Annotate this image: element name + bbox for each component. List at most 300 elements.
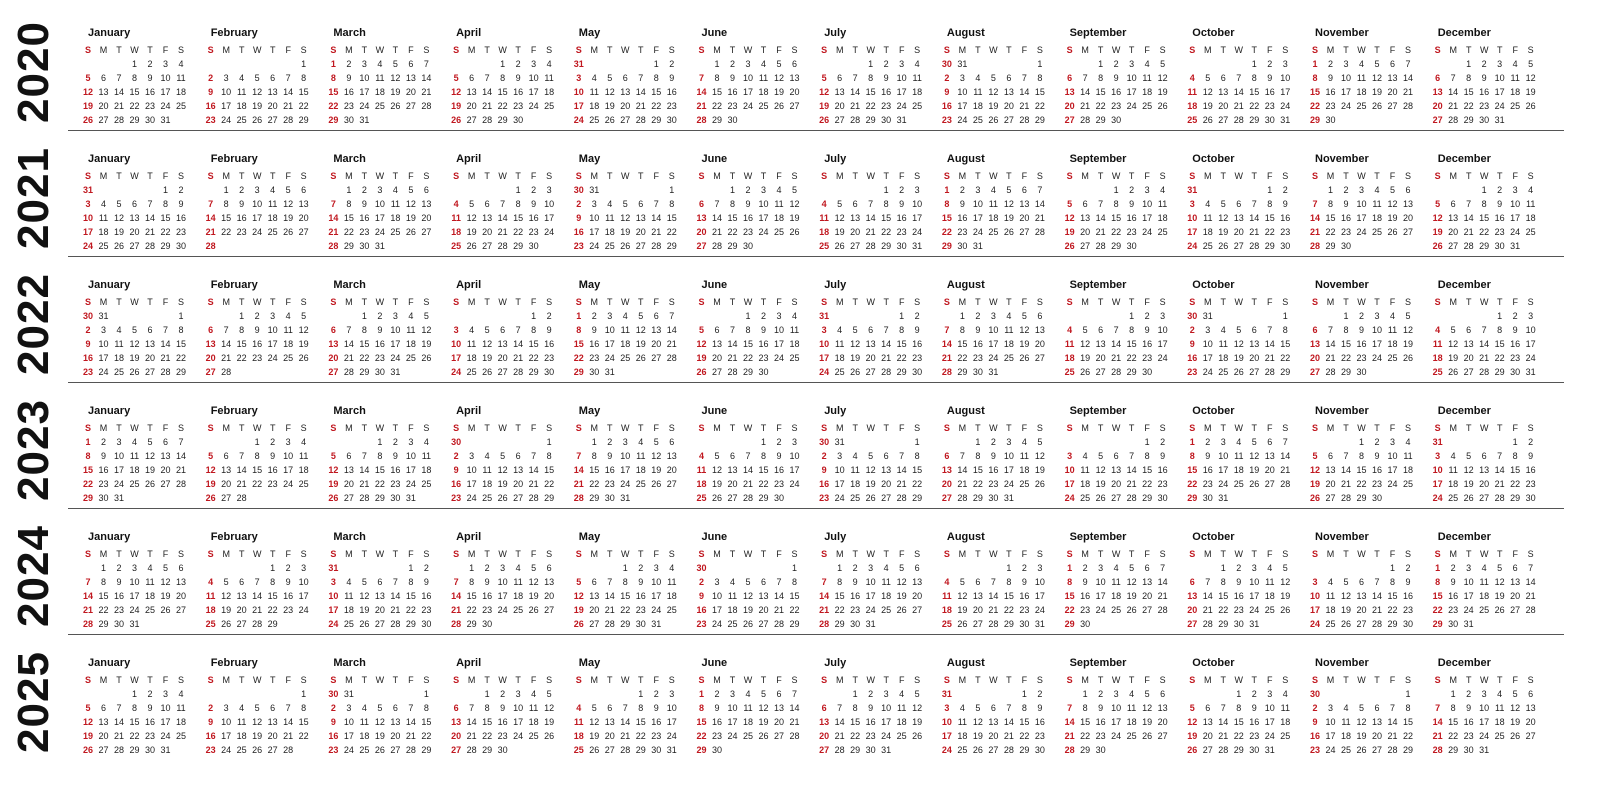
- year-label: [2, 12, 66, 132]
- day-cell: 23: [1525, 479, 1536, 489]
- day-cell: 23: [1479, 101, 1490, 111]
- day-cell: 3: [85, 199, 91, 209]
- day-cell: 9: [1497, 199, 1503, 209]
- day-cell: 3: [301, 563, 307, 573]
- weekday-header: W: [743, 423, 753, 433]
- day-cell: 10: [972, 199, 983, 209]
- weekday-header: F: [162, 297, 169, 307]
- weekday-header: W: [866, 423, 875, 433]
- day-cell: 14: [1095, 213, 1106, 223]
- month-name: June: [701, 153, 728, 165]
- day-cell: 17: [328, 605, 339, 615]
- day-cell: 6: [914, 563, 920, 573]
- day-cell: 5: [1160, 59, 1166, 69]
- weekday-header: T: [638, 549, 644, 559]
- day-cell: 20: [1064, 101, 1075, 111]
- day-cell: 1: [515, 185, 521, 195]
- day-cell: 1: [239, 311, 245, 321]
- day-cell: 27: [1218, 115, 1229, 125]
- month-june: [692, 512, 814, 640]
- day-cell: 19: [1034, 465, 1045, 475]
- day-cell: 6: [1481, 451, 1487, 461]
- day-cell: 12: [834, 213, 845, 223]
- day-cell: 18: [144, 591, 155, 601]
- year-text: 2023: [9, 399, 58, 501]
- weekday-header: S: [177, 549, 184, 559]
- day-cell: 27: [1157, 731, 1168, 741]
- day-cell: 16: [1157, 465, 1168, 475]
- day-cell: 30: [727, 115, 738, 125]
- weekday-header: F: [1144, 171, 1150, 181]
- day-cell: 4: [116, 325, 122, 335]
- day-cell: 6: [346, 451, 352, 461]
- day-cell: 28: [1019, 115, 1030, 125]
- month-name: September: [1069, 405, 1127, 417]
- day-cell: 4: [776, 185, 782, 195]
- day-cell: 24: [405, 479, 416, 489]
- day-cell: 22: [1080, 731, 1091, 741]
- day-cell: 16: [1356, 339, 1367, 349]
- day-cell: 10: [221, 87, 232, 97]
- weekday-header: F: [1389, 549, 1396, 559]
- day-cell: 18: [359, 731, 370, 741]
- day-cell: 23: [819, 493, 830, 503]
- day-cell: 31: [1202, 311, 1213, 321]
- day-cell: 18: [957, 731, 968, 741]
- day-cell: 20: [98, 731, 109, 741]
- day-cell: 4: [914, 59, 920, 69]
- day-cell: 22: [466, 605, 477, 615]
- day-cell: 29: [1356, 493, 1367, 503]
- day-cell: 14: [343, 339, 354, 349]
- day-cell: 15: [1402, 717, 1413, 727]
- day-cell: 5: [1389, 185, 1395, 195]
- weekday-header: S: [546, 549, 553, 559]
- day-cell: 31: [834, 437, 845, 447]
- weekday-header: T: [1251, 549, 1258, 559]
- day-cell: 5: [1037, 437, 1043, 447]
- day-cell: 4: [1113, 563, 1119, 573]
- day-cell: 22: [727, 227, 738, 237]
- day-cell: 1: [837, 563, 843, 573]
- day-cell: 5: [975, 703, 981, 713]
- day-cell: 8: [1405, 703, 1411, 713]
- day-cell: 30: [82, 311, 93, 321]
- day-cell: 22: [421, 731, 432, 741]
- day-cell: 15: [1432, 591, 1443, 601]
- day-cell: 30: [1080, 619, 1091, 629]
- day-cell: 7: [423, 59, 429, 69]
- day-cell: 6: [270, 703, 276, 713]
- day-cell: 19: [482, 353, 493, 363]
- day-cell: 26: [1019, 353, 1030, 363]
- day-cell: 22: [497, 101, 508, 111]
- weekday-header: W: [1479, 297, 1489, 307]
- day-cell: 12: [283, 199, 294, 209]
- day-cell: 7: [469, 703, 475, 713]
- day-cell: 9: [147, 703, 153, 713]
- day-cell: 29: [544, 493, 555, 503]
- weekday-header: T: [1097, 171, 1104, 181]
- weekday-header: W: [989, 297, 998, 307]
- weekday-header: T: [1220, 549, 1227, 559]
- day-cell: 23: [1157, 479, 1168, 489]
- day-cell: 14: [1019, 87, 1030, 97]
- day-cell: 7: [1497, 451, 1503, 461]
- day-cell: 24: [573, 115, 584, 125]
- day-cell: 26: [635, 353, 646, 363]
- day-cell: 4: [346, 577, 352, 587]
- weekday-header: W: [1357, 423, 1366, 433]
- day-cell: 11: [1187, 87, 1198, 97]
- day-cell: 20: [1202, 731, 1213, 741]
- day-cell: 2: [1205, 437, 1211, 447]
- day-cell: 17: [834, 479, 845, 489]
- day-cell: 23: [972, 353, 983, 363]
- day-cell: 23: [589, 353, 600, 363]
- day-cell: 18: [742, 717, 753, 727]
- day-cell: 2: [776, 437, 782, 447]
- day-cell: 23: [359, 227, 370, 237]
- weekday-header: S: [330, 297, 337, 307]
- day-cell: 30: [451, 437, 462, 447]
- day-cell: 2: [1497, 185, 1503, 195]
- day-cell: 25: [513, 605, 524, 615]
- day-cell: 5: [1251, 437, 1257, 447]
- day-cell: 9: [714, 703, 720, 713]
- day-cell: 24: [160, 731, 171, 741]
- day-cell: 23: [711, 731, 722, 741]
- year-separator: [68, 256, 1564, 257]
- month-name: September: [1069, 153, 1127, 165]
- day-cell: 14: [283, 87, 294, 97]
- day-cell: 19: [1202, 101, 1213, 111]
- weekday-header: W: [621, 45, 630, 55]
- day-cell: 31: [1249, 619, 1260, 629]
- day-cell: 15: [1019, 717, 1030, 727]
- day-cell: 15: [343, 213, 354, 223]
- day-cell: 2: [1189, 325, 1195, 335]
- day-cell: 3: [669, 689, 675, 699]
- day-cell: 9: [959, 199, 965, 209]
- day-cell: 16: [850, 591, 861, 601]
- weekday-header: S: [1404, 45, 1411, 55]
- weekday-header: M: [835, 45, 844, 55]
- weekday-header: W: [1234, 549, 1244, 559]
- day-cell: 7: [1113, 325, 1119, 335]
- day-cell: 14: [113, 717, 124, 727]
- day-cell: 20: [1111, 479, 1122, 489]
- day-cell: 14: [421, 73, 432, 83]
- day-cell: 24: [359, 101, 370, 111]
- day-cell: 9: [346, 73, 352, 83]
- day-cell: 24: [834, 493, 845, 503]
- weekday-header: M: [345, 45, 353, 55]
- day-cell: 16: [1525, 465, 1536, 475]
- day-cell: 11: [451, 213, 461, 223]
- day-cell: 27: [466, 115, 477, 125]
- day-cell: 11: [421, 451, 432, 461]
- day-cell: 3: [1343, 59, 1349, 69]
- day-cell: 13: [328, 339, 339, 349]
- weekday-header: S: [453, 45, 460, 55]
- day-cell: 7: [1450, 73, 1456, 83]
- weekday-header: F: [1144, 297, 1150, 307]
- day-cell: 2: [975, 311, 981, 321]
- day-cell: 2: [1327, 59, 1333, 69]
- day-cell: 25: [390, 227, 401, 237]
- day-cell: 6: [1251, 325, 1257, 335]
- day-cell: 3: [1220, 437, 1226, 447]
- day-cell: 2: [1144, 311, 1150, 321]
- day-cell: 5: [1528, 59, 1534, 69]
- day-cell: 20: [482, 227, 493, 237]
- day-cell: 5: [1082, 325, 1088, 335]
- day-cell: 8: [1113, 199, 1119, 209]
- day-cell: 13: [1142, 577, 1153, 587]
- day-cell: 30: [544, 367, 555, 377]
- day-cell: 3: [1006, 437, 1012, 447]
- day-cell: 3: [330, 577, 336, 587]
- day-cell: 5: [301, 311, 307, 321]
- day-cell: 29: [1111, 241, 1122, 251]
- weekday-header: S: [1036, 423, 1043, 433]
- day-cell: 17: [1202, 353, 1213, 363]
- day-cell: 26: [1494, 605, 1505, 615]
- day-cell: 16: [1463, 717, 1474, 727]
- day-cell: 14: [819, 591, 830, 601]
- day-cell: 23: [544, 353, 555, 363]
- day-cell: 8: [914, 451, 920, 461]
- day-cell: 10: [252, 199, 263, 209]
- day-cell: 16: [1233, 591, 1244, 601]
- month-september: [1060, 638, 1182, 766]
- month-name: August: [946, 279, 985, 291]
- day-cell: 7: [330, 199, 336, 209]
- day-cell: 13: [1249, 339, 1260, 349]
- day-cell: 18: [896, 717, 907, 727]
- day-cell: 31: [819, 311, 830, 321]
- day-cell: 25: [343, 619, 354, 629]
- day-cell: 5: [1282, 563, 1288, 573]
- day-cell: 23: [1402, 605, 1413, 615]
- day-cell: 18: [1510, 87, 1521, 97]
- weekday-header: F: [1512, 171, 1518, 181]
- day-cell: 15: [98, 591, 109, 601]
- day-cell: 18: [1111, 591, 1122, 601]
- day-cell: 25: [1233, 479, 1244, 489]
- day-cell: 20: [1233, 227, 1244, 237]
- weekday-header: W: [621, 171, 630, 181]
- day-cell: 5: [698, 325, 704, 335]
- month-october: [1182, 512, 1304, 640]
- day-cell: 27: [1233, 241, 1244, 251]
- day-cell: 8: [1067, 577, 1073, 587]
- day-cell: 12: [1371, 73, 1382, 83]
- day-cell: 14: [1218, 717, 1229, 727]
- day-cell: 4: [453, 199, 459, 209]
- day-cell: 19: [1525, 87, 1536, 97]
- day-cell: 3: [1098, 563, 1104, 573]
- weekday-header: S: [84, 549, 91, 559]
- day-cell: 7: [776, 577, 782, 587]
- day-cell: 7: [669, 311, 675, 321]
- weekday-header: T: [852, 675, 858, 685]
- day-cell: 14: [1126, 465, 1137, 475]
- day-cell: 14: [513, 339, 524, 349]
- day-cell: 25: [1080, 493, 1091, 503]
- day-cell: 1: [131, 689, 137, 699]
- day-cell: 14: [651, 213, 662, 223]
- day-cell: 23: [1187, 367, 1198, 377]
- day-cell: 8: [1021, 703, 1027, 713]
- day-cell: 6: [1113, 451, 1119, 461]
- day-cell: 28: [742, 493, 753, 503]
- day-cell: 18: [1218, 353, 1229, 363]
- day-cell: 4: [1006, 311, 1012, 321]
- day-cell: 24: [1111, 731, 1122, 741]
- day-cell: 23: [1111, 101, 1122, 111]
- day-cell: 30: [1525, 493, 1536, 503]
- weekday-header: M: [1081, 549, 1089, 559]
- day-cell: 15: [742, 339, 753, 349]
- day-cell: 21: [1264, 353, 1275, 363]
- day-cell: 11: [1341, 717, 1351, 727]
- weekday-header: S: [1159, 675, 1166, 685]
- day-cell: 9: [1082, 577, 1088, 587]
- day-cell: 28: [1264, 367, 1275, 377]
- day-cell: 13: [865, 339, 876, 349]
- day-cell: 6: [1327, 451, 1333, 461]
- day-cell: 13: [819, 717, 830, 727]
- weekday-header: M: [99, 297, 108, 307]
- day-cell: 4: [377, 59, 383, 69]
- day-cell: 9: [270, 451, 276, 461]
- weekday-header: M: [1449, 549, 1457, 559]
- day-cell: 7: [1481, 325, 1487, 335]
- day-cell: 1: [1098, 59, 1104, 69]
- weekday-header: S: [1066, 423, 1073, 433]
- day-cell: 8: [1251, 73, 1257, 83]
- day-cell: 1: [301, 59, 307, 69]
- day-cell: 14: [789, 703, 800, 713]
- day-cell: 19: [573, 605, 584, 615]
- weekday-header: F: [898, 297, 905, 307]
- day-cell: 31: [620, 493, 631, 503]
- day-cell: 13: [620, 87, 631, 97]
- day-cell: 3: [821, 325, 827, 335]
- day-cell: 8: [1006, 577, 1012, 587]
- day-cell: 16: [727, 87, 738, 97]
- weekday-header: S: [1434, 297, 1441, 307]
- day-cell: 30: [758, 367, 769, 377]
- day-cell: 13: [912, 577, 923, 587]
- day-cell: 30: [497, 745, 508, 755]
- day-cell: 31: [1432, 437, 1443, 447]
- day-cell: 17: [267, 339, 278, 349]
- day-cell: 10: [651, 577, 662, 587]
- day-cell: 15: [1095, 87, 1106, 97]
- day-cell: 21: [1463, 227, 1474, 237]
- day-cell: 15: [1249, 87, 1260, 97]
- day-cell: 11: [988, 199, 999, 209]
- day-cell: 2: [1481, 59, 1487, 69]
- day-cell: 16: [988, 465, 999, 475]
- weekday-header: W: [743, 45, 753, 55]
- weekday-header: W: [866, 45, 875, 55]
- day-cell: 1: [791, 563, 797, 573]
- month-september: [1060, 512, 1182, 640]
- year-separator: [68, 508, 1564, 509]
- month-name: December: [1437, 279, 1491, 291]
- day-cell: 30: [1264, 115, 1275, 125]
- weekday-header: T: [1006, 549, 1012, 559]
- day-cell: 4: [546, 59, 552, 69]
- day-cell: 22: [573, 353, 584, 363]
- day-cell: 19: [957, 605, 968, 615]
- weekday-header: S: [1311, 171, 1318, 181]
- day-cell: 3: [1528, 311, 1534, 321]
- day-cell: 21: [1479, 353, 1490, 363]
- weekday-header: T: [1496, 171, 1503, 181]
- day-cell: 23: [1463, 731, 1474, 741]
- day-cell: 6: [837, 73, 843, 83]
- day-cell: 6: [653, 311, 659, 321]
- day-cell: 5: [1358, 703, 1364, 713]
- day-cell: 16: [1479, 87, 1490, 97]
- day-cell: 3: [1067, 451, 1073, 461]
- day-cell: 8: [975, 451, 981, 461]
- day-cell: 30: [604, 493, 615, 503]
- day-cell: 17: [1142, 213, 1153, 223]
- day-cell: 14: [205, 213, 216, 223]
- day-cell: 24: [267, 353, 278, 363]
- weekday-header: T: [1251, 675, 1258, 685]
- day-cell: 23: [1264, 101, 1275, 111]
- day-cell: 8: [100, 577, 106, 587]
- day-cell: 21: [1494, 479, 1505, 489]
- day-cell: 29: [1064, 619, 1075, 629]
- month-january: [78, 638, 200, 766]
- day-cell: 2: [254, 311, 260, 321]
- day-cell: 8: [131, 73, 137, 83]
- weekday-header: T: [1251, 297, 1258, 307]
- weekday-header: W: [252, 675, 262, 685]
- day-cell: 23: [144, 101, 155, 111]
- day-cell: 1: [546, 437, 552, 447]
- weekday-header: T: [1006, 297, 1012, 307]
- day-cell: 6: [883, 451, 889, 461]
- weekday-header: T: [1220, 171, 1227, 181]
- day-cell: 12: [129, 339, 140, 349]
- day-cell: 16: [773, 465, 784, 475]
- day-cell: 21: [283, 731, 294, 741]
- day-cell: 19: [758, 717, 769, 727]
- weekday-header: T: [1374, 171, 1380, 181]
- day-cell: 22: [1356, 479, 1367, 489]
- day-cell: 2: [914, 311, 920, 321]
- month-march: [323, 8, 445, 136]
- day-cell: 11: [589, 87, 599, 97]
- day-cell: 13: [267, 717, 278, 727]
- weekday-header: T: [1374, 297, 1380, 307]
- day-cell: 18: [421, 465, 432, 475]
- day-cell: 15: [1463, 87, 1474, 97]
- day-cell: 8: [301, 703, 307, 713]
- day-cell: 28: [1402, 101, 1413, 111]
- day-cell: 12: [1432, 213, 1443, 223]
- weekday-header: S: [300, 549, 307, 559]
